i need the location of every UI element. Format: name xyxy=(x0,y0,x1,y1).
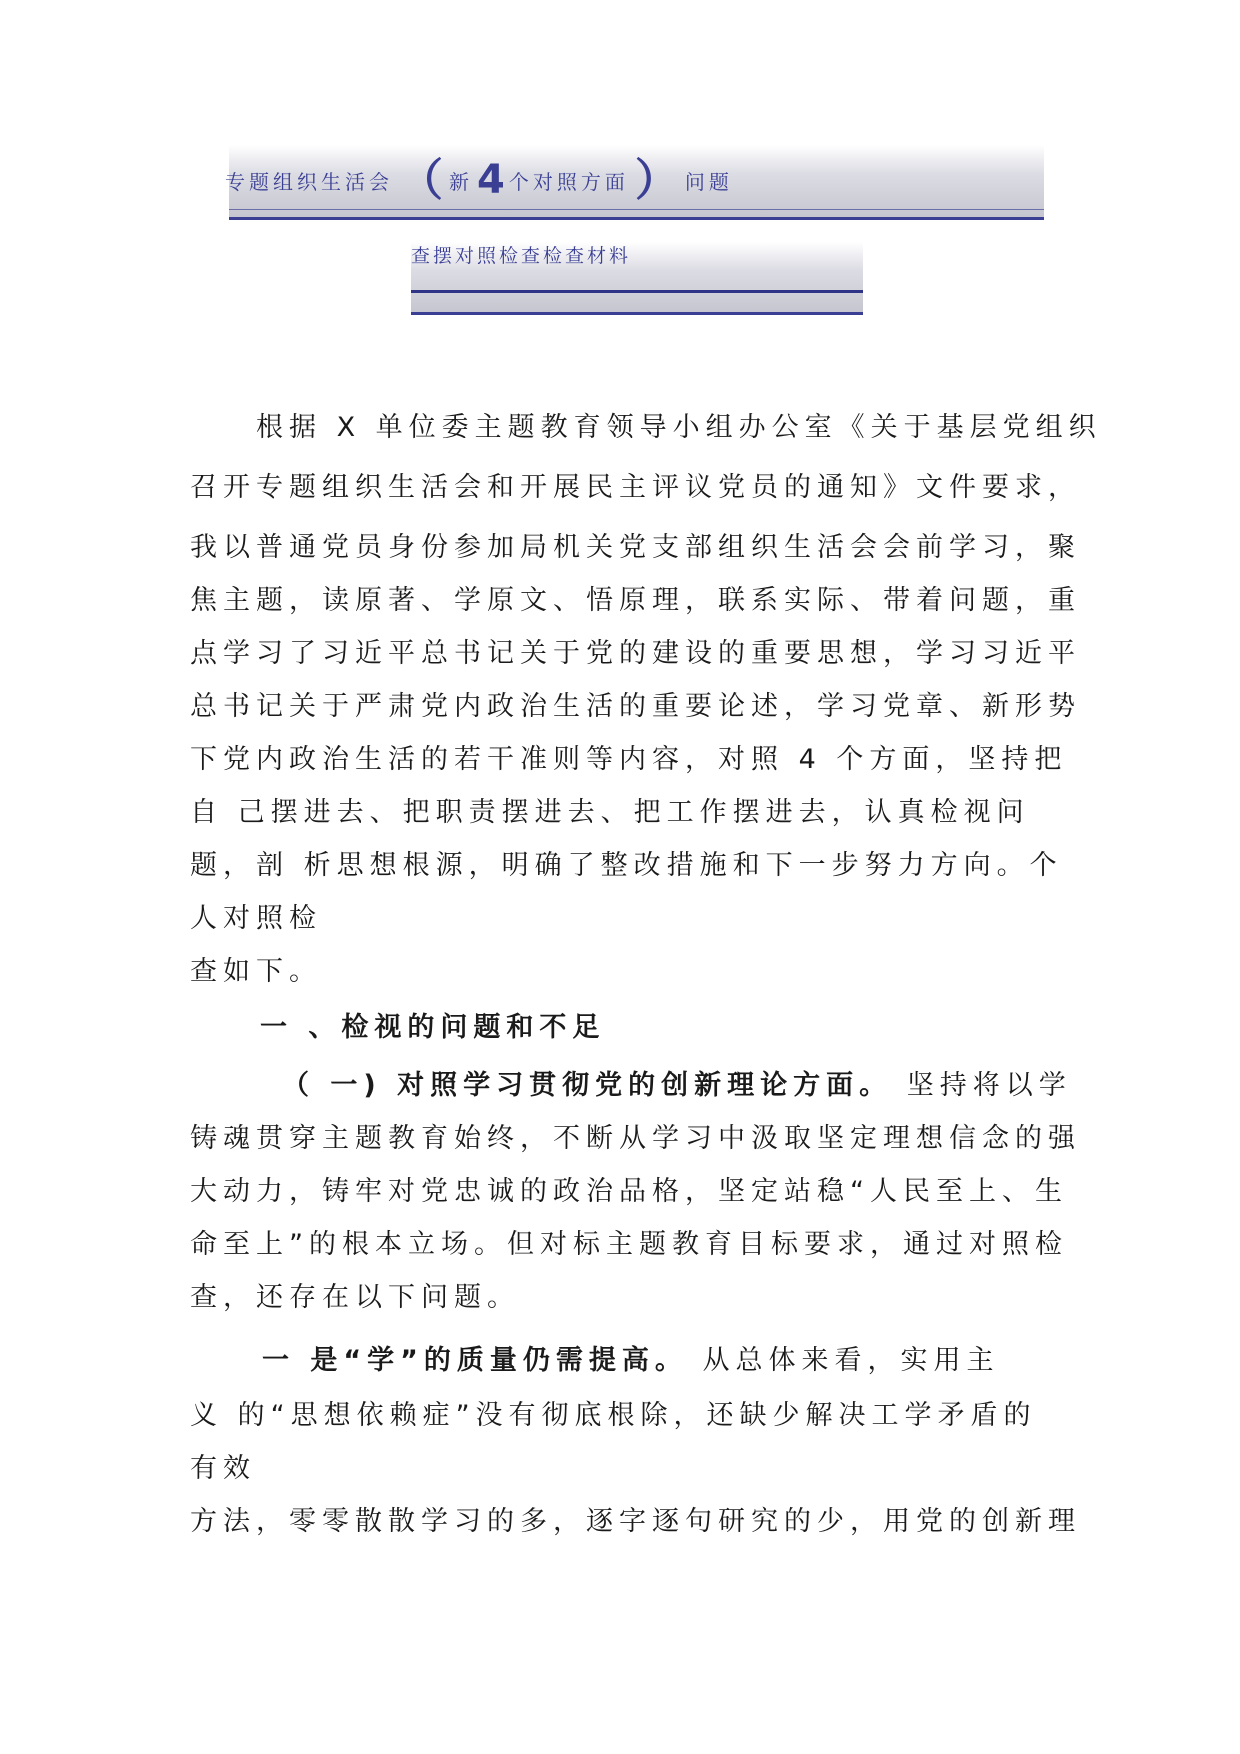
body-line: 查，还存在以下问题。 xyxy=(190,1282,520,1313)
title-part: 专题组织生活会 xyxy=(225,170,393,194)
title-paren-open: （ xyxy=(399,155,443,206)
body-line: 点学习了习近平总书记关于党的建设的重要思想，学习习近平 xyxy=(190,638,1081,669)
document-title-line-2: 查摆对照检查检查材料 xyxy=(411,245,632,267)
item-first-line xyxy=(262,1343,999,1379)
title-part: 问题 xyxy=(684,170,733,194)
body-line: 人对照检 xyxy=(190,903,322,934)
title-part: 个对照方面 xyxy=(508,170,629,194)
body-line: 题，剖 析思想根源，明确了整改措施和下一步努力方向。个 xyxy=(190,850,1063,881)
document-title-line-1 xyxy=(225,150,733,212)
body-line: 命至上”的根本立场。但对标主题教育目标要求，通过对照检 xyxy=(190,1229,1068,1260)
body-line: 有效 xyxy=(190,1453,256,1484)
subsection-text: 坚持将以学 xyxy=(892,1070,1072,1101)
title-part: 新 xyxy=(449,170,473,194)
body-line: 查如下。 xyxy=(190,956,322,987)
body-line: 大动力，铸牢对党忠诚的政治品格，坚定站稳“人民至上、生 xyxy=(190,1176,1068,1207)
body-line: 召开专题组织生活会和开展民主评议党员的通知》文件要求， xyxy=(190,472,1081,503)
body-line: 铸魂贯穿主题教育始终，不断从学习中汲取坚定理想信念的强 xyxy=(190,1123,1081,1154)
title-paren-close: ） xyxy=(634,155,679,206)
body-line: 总书记关于严肃党内政治生活的重要论述，学习党章、新形势 xyxy=(190,691,1081,722)
body-line: 我以普通党员身份参加局机关党支部组织生活会会前学习，聚 xyxy=(190,532,1081,563)
subsection-heading: （ 一) 对照学习贯彻党的创新理论方面。 xyxy=(282,1070,893,1101)
body-line: 义 的“思想依赖症”没有彻底根除，还缺少解决工学矛盾的 xyxy=(190,1400,1037,1431)
body-line: 下党内政治生活的若干准则等内容，对照 4 个方面，坚持把 xyxy=(190,744,1068,775)
section-heading: 一 、检视的问题和不足 xyxy=(260,1012,606,1043)
title-number: 4 xyxy=(477,157,505,203)
body-line: 自 己摆进去、把职责摆进去、把工作摆进去，认真检视问 xyxy=(190,797,1030,828)
body-line: 焦主题，读原著、学原文、悟原理，联系实际、带着问题，重 xyxy=(190,585,1081,616)
body-line: 方法，零零散散学习的多，逐字逐句研究的少，用党的创新理 xyxy=(190,1506,1081,1537)
body-line: 根据 X 单位委主题教育领导小组办公室《关于基层党组织 xyxy=(256,412,1102,443)
item-text: 从总体来看，实用主 xyxy=(687,1345,1000,1376)
item-heading: 一 是“学”的质量仍需提高。 xyxy=(262,1345,688,1376)
subsection-first-line xyxy=(282,1068,1072,1104)
